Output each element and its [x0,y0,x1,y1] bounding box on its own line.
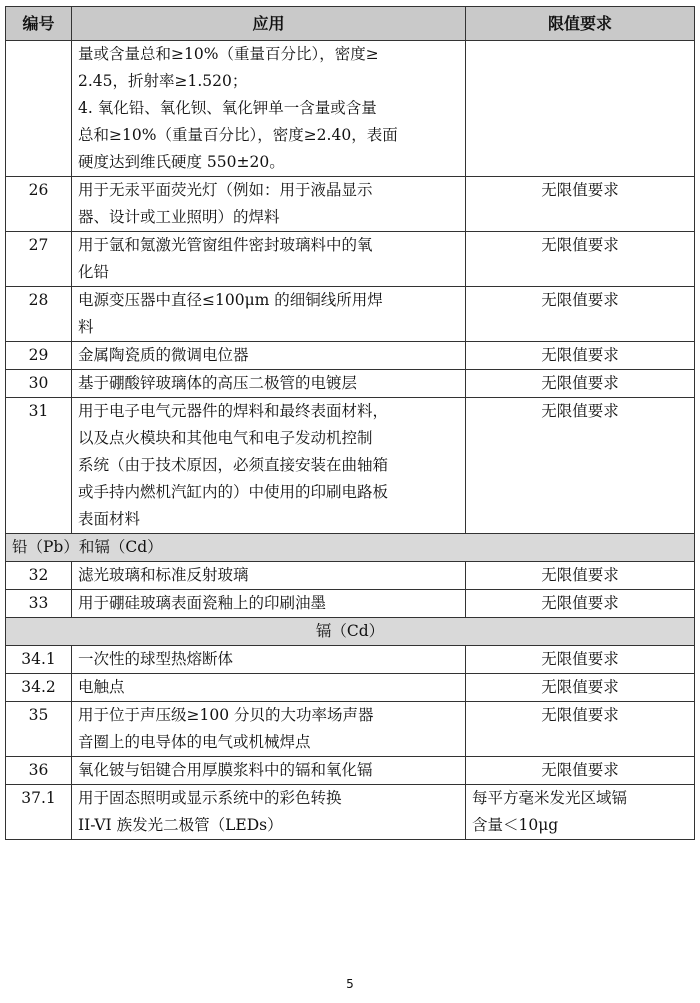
text-line: 基于硼酸锌玻璃体的高压二极管的电镀层 [78,374,358,392]
text-line: 用于无汞平面荧光灯（例如：用于液晶显示 [78,181,373,199]
text-line: II-VI 族发光二极管（LEDs） [78,816,283,834]
text-line: 2.45，折射率≥1.520； [78,72,248,90]
cell-limit: 无限值要求 [466,757,695,785]
cell-id: 27 [6,232,72,287]
text-line: 系统（由于技术原因，必须直接安装在曲轴箱 [78,456,389,474]
text-line: 表面材料 [78,510,141,528]
text-line: 器、设计或工业照明）的焊料 [78,208,280,226]
cell-application [72,232,466,287]
text-line: 以及点火模块和其他电气和电子发动机控制 [78,429,373,447]
text-line: 氧化铍与铝键合用厚膜浆料中的镉和氧化镉 [78,761,373,779]
text-line: 音圈上的电导体的电气或机械焊点 [78,733,311,751]
text-line: 用于硼硅玻璃表面瓷釉上的印刷油墨 [78,594,327,612]
table-row [6,398,695,534]
cell-application [72,702,466,757]
cell-id: 36 [6,757,72,785]
table-row [6,177,695,232]
cell-limit: 无限值要求 [466,370,695,398]
text-line: 金属陶瓷质的微调电位器 [78,346,249,364]
section-title-pb-cd: 铅（Pb）和镉（Cd） [6,534,695,562]
text-line: 硬度达到维氏硬度 550±20。 [78,153,285,171]
cell-id: 33 [6,590,72,618]
cell-limit: 无限值要求 [466,398,695,534]
table-row [6,287,695,342]
cell-id: 28 [6,287,72,342]
section-row-pb-cd [6,534,695,562]
restriction-table [5,6,695,840]
table-row [6,342,695,370]
cell-limit: 无限值要求 [466,177,695,232]
table-row [6,674,695,702]
table-row [6,370,695,398]
text-line: 滤光玻璃和标准反射玻璃 [78,566,249,584]
table-header-row [6,7,695,41]
text-line: 化铅 [78,263,110,281]
text-line: 或手持内燃机汽缸内的）中使用的印刷电路板 [78,483,389,501]
section-row-cd [6,618,695,646]
text-line: 用于氩和氪激光管窗组件密封玻璃料中的氧 [78,236,373,254]
text-line: 4. 氧化铅、氧化钡、氧化钾单一含量或含量 [78,99,377,117]
text-line: 用于固态照明或显示系统中的彩色转换 [78,789,342,807]
text-line: 用于位于声压级≥100 分贝的大功率场声器 [78,706,374,724]
cell-id: 34.1 [6,646,72,674]
cell-application-continuation [72,41,466,177]
cell-limit: 无限值要求 [466,674,695,702]
cell-id: 26 [6,177,72,232]
cell-limit-empty [466,41,695,177]
cell-id: 29 [6,342,72,370]
cell-limit: 无限值要求 [466,287,695,342]
text-line: 电触点 [78,678,125,696]
cell-limit: 无限值要求 [466,232,695,287]
text-line: 电源变压器中直径≤100μm 的细铜线所用焊 [78,291,383,309]
table-row [6,562,695,590]
text-line: 总和≥10%（重量百分比），密度≥2.40，表面 [78,126,398,144]
section-title-cd: 镉（Cd） [6,618,695,646]
cell-limit: 无限值要求 [466,702,695,757]
cell-application [72,590,466,618]
header-application: 应用 [72,7,466,41]
table-row [6,702,695,757]
table-row-continuation [6,41,695,177]
text-line: 用于电子电气元器件的焊料和最终表面材料， [78,402,389,420]
cell-id: 37.1 [6,785,72,840]
table-row [6,590,695,618]
cell-application [72,646,466,674]
cell-application [72,177,466,232]
cell-application [72,370,466,398]
cell-limit: 无限值要求 [466,646,695,674]
cell-limit [466,785,695,840]
table-row [6,646,695,674]
header-limit: 限值要求 [466,7,695,41]
table-row [6,757,695,785]
cell-application [72,757,466,785]
cell-application [72,785,466,840]
page-number: 5 [346,977,354,991]
cell-limit: 无限值要求 [466,590,695,618]
table-row [6,785,695,840]
cell-id: 35 [6,702,72,757]
cell-limit: 无限值要求 [466,562,695,590]
cell-application [72,562,466,590]
cell-application [72,674,466,702]
cell-id-empty [6,41,72,177]
cell-id: 31 [6,398,72,534]
limit-line: 含量＜10μg [472,816,559,834]
text-line: 料 [78,318,94,336]
cell-id: 30 [6,370,72,398]
cell-application [72,342,466,370]
limit-line: 每平方毫米发光区域镉 [472,789,628,807]
cell-id: 32 [6,562,72,590]
table-row [6,232,695,287]
cell-application [72,398,466,534]
header-id: 编号 [6,7,72,41]
text-line: 量或含量总和≥10%（重量百分比），密度≥ [78,45,379,63]
cell-application [72,287,466,342]
cell-limit: 无限值要求 [466,342,695,370]
cell-id: 34.2 [6,674,72,702]
text-line: 一次性的球型热熔断体 [78,650,234,668]
